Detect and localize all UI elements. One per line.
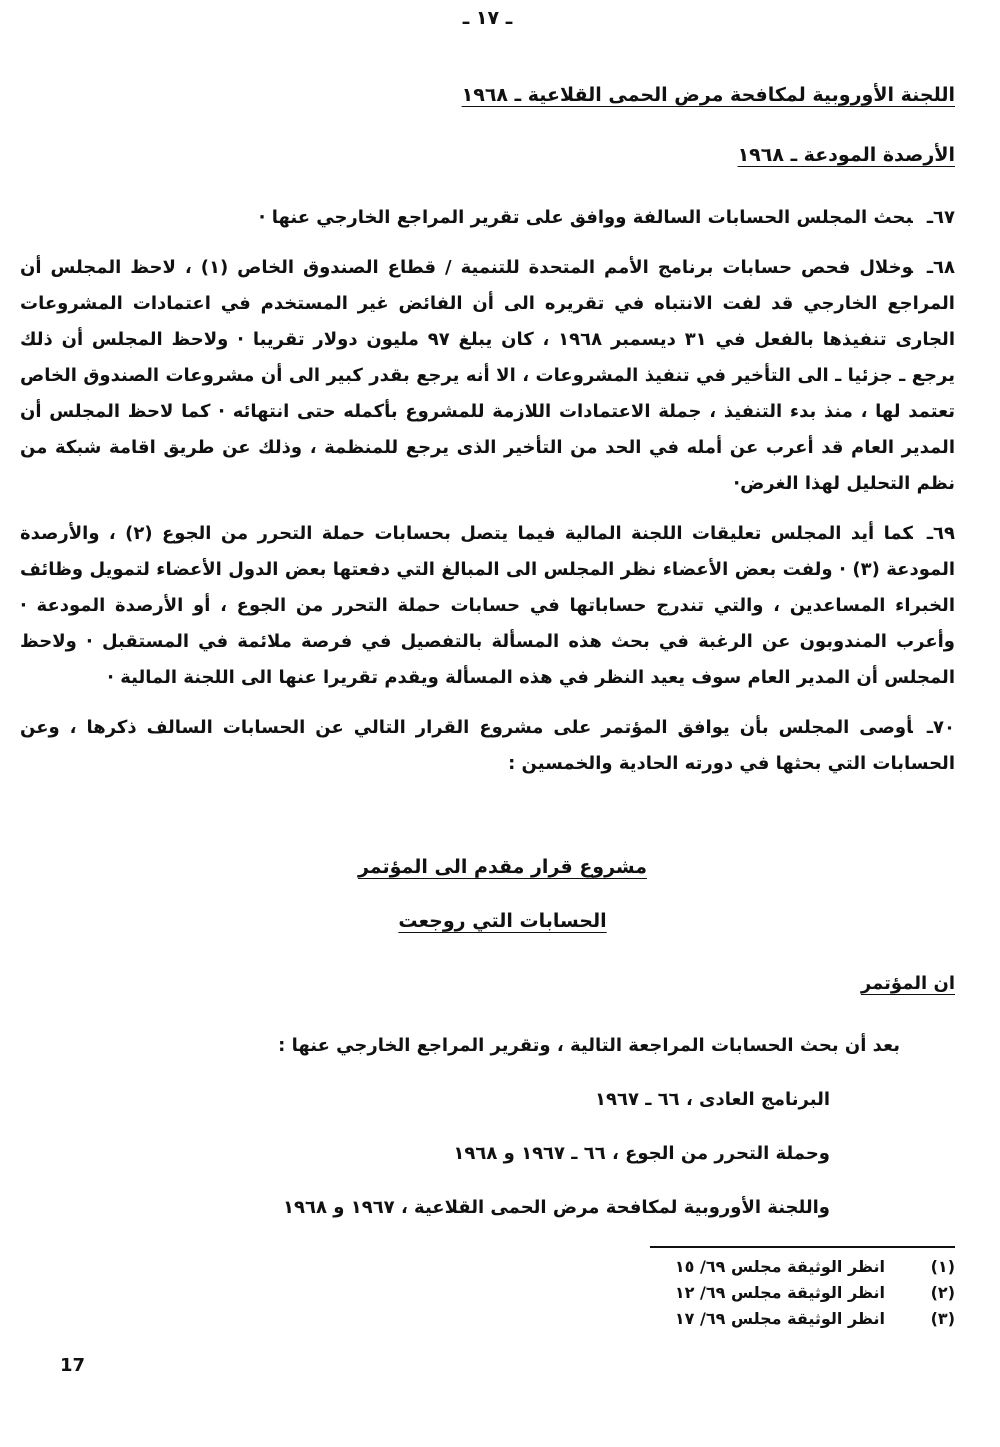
- paragraph: [20, 200, 955, 236]
- paragraph-line: الحد من التأخير الذى يرجع للمنظمة ، وذلك عن طريق اقامة شبكة من نظم التحليل لهذا الغرض·: [20, 437, 955, 494]
- resolution-subtitle-text: الحسابات التي روجعت: [398, 910, 607, 932]
- paragraph-line: وخلال فحص حسابات برنامج الأمم المتحدة للتنمية / قطاع الصندوق الخاص (١) ، لاحظ المجلس أن المراجع: [20, 257, 955, 314]
- paragraph-line: المودعة (٣) · ولفت بعض الأعضاء نظر المجلس الى المبالغ التي دفعتها بعض الدول الأعضاء لتمويل وظائف الخبراء: [20, 559, 956, 616]
- paragraph-number: ٦٧ـ: [926, 207, 955, 228]
- footnote-mark: (٣): [930, 1309, 955, 1328]
- paragraph-number: ٦٨ـ: [926, 257, 955, 278]
- paragraph-line: المساعدين ، والتي تندرج حساباتها في حسابات حملة التحرر من الجوع ، أو الأرصدة المودعة · وأعرب المندوبون: [20, 595, 955, 652]
- resolution-title: [20, 852, 955, 882]
- paragraph-line: في ٣١ ديسمبر ١٩٦٨ ، كان يبلغ ٩٧ مليون دولار تقريبا · ولاحظ المجلس أن ذلك يرجع ـ جزئيا ـ الى التأخير: [20, 329, 955, 386]
- footnote: [20, 1306, 955, 1332]
- resolution-opening: [20, 968, 955, 1000]
- paragraphs: [20, 200, 955, 782]
- deposits-title-text: الأرصدة المودعة ـ ١٩٦٨: [737, 144, 955, 166]
- resolution-lead: بعد أن بحث الحسابات المراجعة التالية ، وتقرير المراجع الخارجي عنها :: [278, 1035, 900, 1056]
- deposits-title: [20, 140, 955, 170]
- footnote-text: انظر الوثيقة مجلس ٦٩/ ١٧: [674, 1309, 885, 1328]
- footnote-mark: (٢): [930, 1283, 955, 1302]
- footnotes: [20, 1254, 955, 1332]
- resolution-title-text: مشروع قرار مقدم الى المؤتمر: [357, 856, 648, 878]
- footnote: [20, 1280, 955, 1306]
- resolution-item: واللجنة الأوروبية لمكافحة مرض الحمى القلاعية ، ١٩٦٧ و ١٩٦٨: [283, 1197, 830, 1218]
- paragraph-line: كما أيد المجلس تعليقات اللجنة المالية فيما يتصل بحسابات حملة التحرر من الجوع (٢) ، والأرصدة: [20, 523, 913, 544]
- footnote-mark: (١): [930, 1257, 955, 1276]
- paragraph-line: يعيد النظر في هذه المسألة ويقدم تقريرا عنها الى اللجنة المالية ·: [107, 667, 686, 688]
- footnote-text: انظر الوثيقة مجلس ٦٩/ ١٥: [674, 1257, 885, 1276]
- footnote-divider: [650, 1246, 955, 1248]
- resolution-subtitle: [20, 906, 955, 936]
- paragraph: [20, 710, 955, 782]
- committee-title: [20, 80, 955, 110]
- paragraph-line: بحث المجلس الحسابات السالفة ووافق على تقرير المراجع الخارجي عنها ·: [258, 207, 913, 228]
- footnote-text: انظر الوثيقة مجلس ٦٩/ ١٢: [674, 1283, 885, 1302]
- footnote: [20, 1254, 955, 1280]
- paragraph-line: الخارجي قد لفت الانتباه في تقريره الى أن الفائض غير المستخدم في اعتمادات المشروعات الجارى تنفيذها بالفعل: [20, 293, 955, 350]
- paragraph-number: ٧٠ـ: [926, 717, 955, 738]
- page-number-header: ـ ١٧ ـ: [462, 7, 513, 29]
- paragraph: [20, 250, 955, 502]
- paragraph-line: جملة الاعتمادات اللازمة للمشروع بأكمله حتى انتهائه · كما لاحظ المجلس أن المدير العام قد أعرب عن أمله في: [20, 401, 955, 458]
- page-number-footer: 17: [60, 1355, 86, 1376]
- paragraph-line: التي بحثها في دورته الحادية والخمسين :: [508, 753, 867, 774]
- paragraph: [20, 516, 955, 696]
- paragraph-number: ٦٩ـ: [926, 523, 956, 544]
- paragraph-line: في تنفيذ المشروعات ، الا أنه يرجع بقدر كبير الى أن مشروعات الصندوق الخاص تعتمد لها ، منذ بدء التنفيذ ،: [20, 365, 955, 422]
- resolution-item: وحملة التحرر من الجوع ، ٦٦ ـ ١٩٦٧ و ١٩٦٨: [453, 1143, 830, 1164]
- resolution-opening-text: ان المؤتمر: [860, 973, 955, 994]
- paragraph-line: أوصى المجلس بأن يوافق المؤتمر على مشروع القرار التالي عن الحسابات السالف ذكرها ، وعن الحسابات: [20, 717, 955, 774]
- committee-title-text: اللجنة الأوروبية لمكافحة مرض الحمى القلاعية ـ ١٩٦٨: [461, 84, 955, 106]
- paragraph-line: عن الرغبة في بحث هذه المسألة بالتفصيل في فرصة ملائمة في المستقبل · ولاحظ المجلس أن المدير العام سوف: [20, 631, 955, 688]
- resolution-item: البرنامج العادى ، ٦٦ ـ ١٩٦٧: [595, 1089, 830, 1110]
